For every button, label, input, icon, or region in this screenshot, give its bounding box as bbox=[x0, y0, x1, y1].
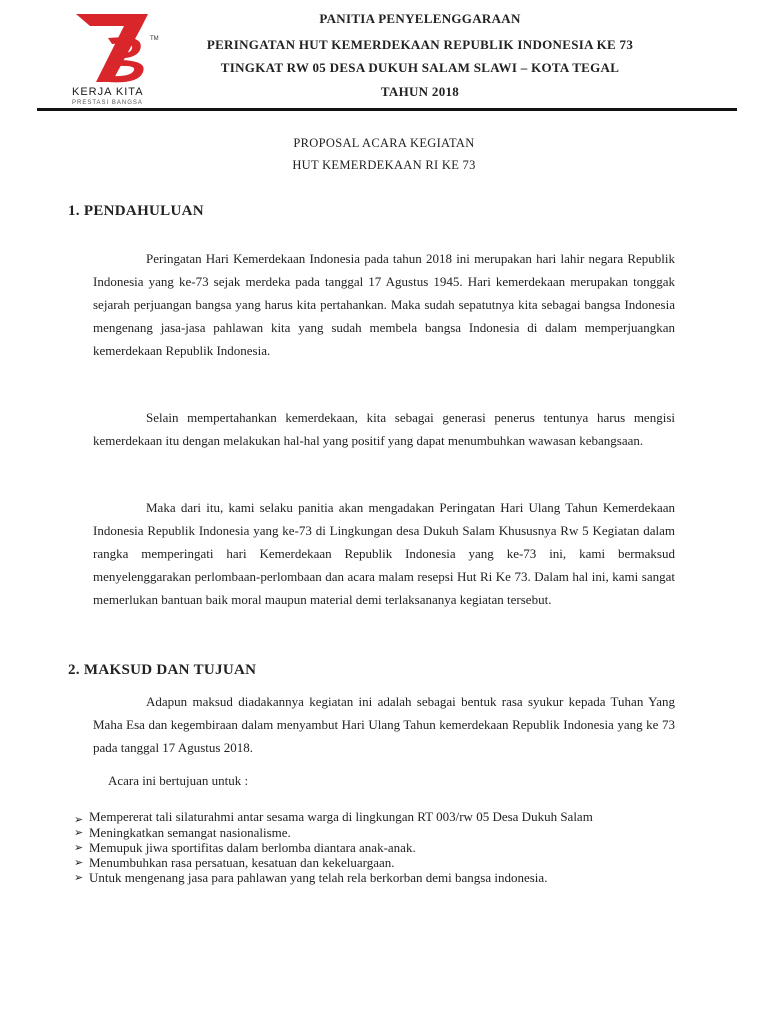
logo-text-kerja-kita: KERJA KITA bbox=[72, 86, 144, 98]
list-item bbox=[74, 870, 676, 885]
paragraph-introduction-1: Peringatan Hari Kemerdekaan Indonesia pada tahun 2018 ini merupakan hari lahir negara Republik Indonesia yang ke-73 sejak merdeka pada tanggal 17 Agustus 1945. Hari kemerdekaan merupakan tonggak sejarah perjuangan bangsa yang harus kita pertahankan. Maka sudah sepatutnya kita sebagai bangsa Indonesia mengenang jasa-jasa pahlawan kita yang sudah membela bangsa Indonesia di dalam memperjuangkan kemerdekaan Republik Indonesia. bbox=[93, 251, 675, 358]
list-item bbox=[74, 855, 676, 870]
header-location: TINGKAT RW 05 DESA DUKUH SALAM SLAWI – KOTA TEGAL bbox=[220, 60, 620, 75]
arrow-bullet-icon: ➢ bbox=[74, 813, 84, 826]
list-item bbox=[74, 806, 676, 827]
list-item-text: Mempererat tali silaturahmi antar sesama warga di lingkungan RT 003/rw 05 Desa Dukuh Salam bbox=[89, 809, 593, 824]
header-divider bbox=[37, 108, 737, 111]
arrow-bullet-icon: ➢ bbox=[74, 856, 84, 869]
arrow-bullet-icon: ➢ bbox=[74, 826, 84, 839]
section-1-heading: 1. PENDAHULUAN bbox=[68, 203, 204, 219]
logo-text-prestasi-bangsa: PRESTASI BANGSA bbox=[72, 100, 143, 106]
proposal-subtitle: HUT KEMERDEKAAN RI KE 73 bbox=[292, 158, 476, 172]
section-2-heading: 2. MAKSUD DAN TUJUAN bbox=[68, 662, 257, 678]
list-item-text: Untuk mengenang jasa para pahlawan yang telah rela berkorban demi bangsa indonesia. bbox=[89, 870, 548, 885]
header-year: TAHUN 2018 bbox=[380, 84, 460, 99]
list-item bbox=[74, 840, 676, 855]
arrow-bullet-icon: ➢ bbox=[74, 871, 84, 884]
list-item-text: Menumbuhkan rasa persatuan, kesatuan dan kekeluargaan. bbox=[89, 855, 395, 870]
arrow-bullet-icon: ➢ bbox=[74, 841, 84, 854]
objectives-list bbox=[74, 806, 676, 885]
header-event: PERINGATAN HUT KEMERDEKAAN REPUBLIK INDONESIA KE 73 bbox=[206, 37, 634, 52]
list-item bbox=[74, 825, 676, 840]
paragraph-introduction-3: Maka dari itu, kami selaku panitia akan mengadakan Peringatan Hari Ulang Tahun Kemerdekaan Indonesia Republik Indonesia yang ke-73 di Lingkungan desa Dukuh Salam Khususnya Rw 5 Kegiatan dalam rangka memperingati hari Kemerdekaan Republik Indonesia yang ke-73 ini, kami bermaksud menyelenggarakan perlombaan-perlombaan dan acara malam resepsi Hut Ri Ke 73. Dalam hal ini, kami sangat memerlukan bantuan baik moral maupun material demi terlaksananya kegiatan tersebut. bbox=[93, 500, 675, 607]
list-item-text: Memupuk jiwa sportifitas dalam berlomba diantara anak-anak. bbox=[89, 840, 416, 855]
header-committee: PANITIA PENYELENGGARAAN bbox=[319, 11, 521, 26]
logo-73-mark-icon bbox=[68, 10, 158, 85]
list-item-text: Meningkatkan semangat nasionalisme. bbox=[89, 825, 291, 840]
paragraph-introduction-2: Selain mempertahankan kemerdekaan, kita sebagai generasi penerus tentunya harus mengisi kemerdekaan itu dengan melakukan hal-hal yang positif yang dapat menumbuhkan wawasan kebangsaan. bbox=[93, 410, 675, 448]
objectives-intro: Acara ini bertujuan untuk : bbox=[108, 773, 249, 788]
trademark-mark: TM bbox=[150, 36, 159, 42]
paragraph-purpose: Adapun maksud diadakannya kegiatan ini adalah sebagai bentuk rasa syukur kepada Tuhan Yang Maha Esa dan kegembiraan dalam menyambut Hari Ulang Tahun kemerdekaan Republik Indonesia yang ke 73 pada tanggal 17 Agustus 2018. bbox=[93, 694, 675, 755]
proposal-title: PROPOSAL ACARA KEGIATAN bbox=[293, 136, 475, 150]
